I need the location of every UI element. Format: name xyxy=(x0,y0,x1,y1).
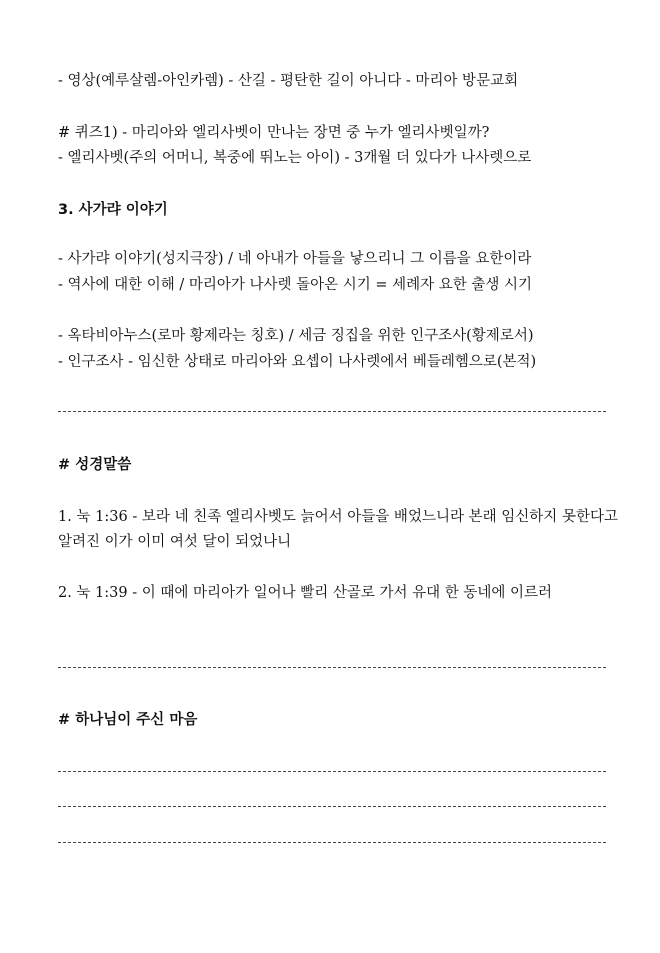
quiz-question: # 퀴즈1) - 마리아와 엘리사벳이 만나는 장면 중 누가 엘리사벳일까? xyxy=(58,125,490,141)
quiz-answer: - 엘리사벳(주의 어머니, 복중에 뛰노는 아이) - 3개월 더 있다가 나사렛으로 xyxy=(58,150,532,166)
census-line: - 인구조사 - 임신한 상태로 마리아와 요셉이 나사렛에서 베들레헴으로(본적) xyxy=(58,354,537,370)
section-heading-zechariah: 3. 사가랴 이야기 xyxy=(58,202,168,218)
scripture-heading: # 성경말씀 xyxy=(58,457,132,473)
divider xyxy=(58,667,606,668)
divider xyxy=(58,411,606,412)
blank-answer-line xyxy=(58,842,606,843)
blank-answer-line xyxy=(58,806,606,807)
scripture-verse-2: 2. 눅 1:39 - 이 때에 마리아가 일어나 빨리 산골로 가서 유대 한 동네에 이르러 xyxy=(58,585,553,601)
visit-line: - 영상(예루살렘-아인카렘) - 산길 - 평탄한 길이 아니다 - 마리아 방문교회 xyxy=(58,73,519,89)
heart-heading: # 하나님이 주신 마음 xyxy=(58,712,198,728)
blank-answer-line xyxy=(58,771,606,772)
zechariah-line-2: - 역사에 대한 이해 / 마리아가 나사렛 돌아온 시기 = 세례자 요한 출생 시기 xyxy=(58,277,533,293)
zechariah-line-1: - 사가랴 이야기(성지극장) / 네 아내가 아들을 낳으리니 그 이름을 요한이라 xyxy=(58,251,532,267)
octavian-line: - 옥타비아누스(로마 황제라는 칭호) / 세금 징집을 위한 인구조사(황제로서) xyxy=(58,328,534,344)
scripture-verse-1: 1. 눅 1:36 - 보라 네 친족 엘리사벳도 늙어서 아들을 배었느니라 본래 임신하지 못한다고 알려진 이가 이미 여섯 달이 되었나니 xyxy=(58,509,618,550)
